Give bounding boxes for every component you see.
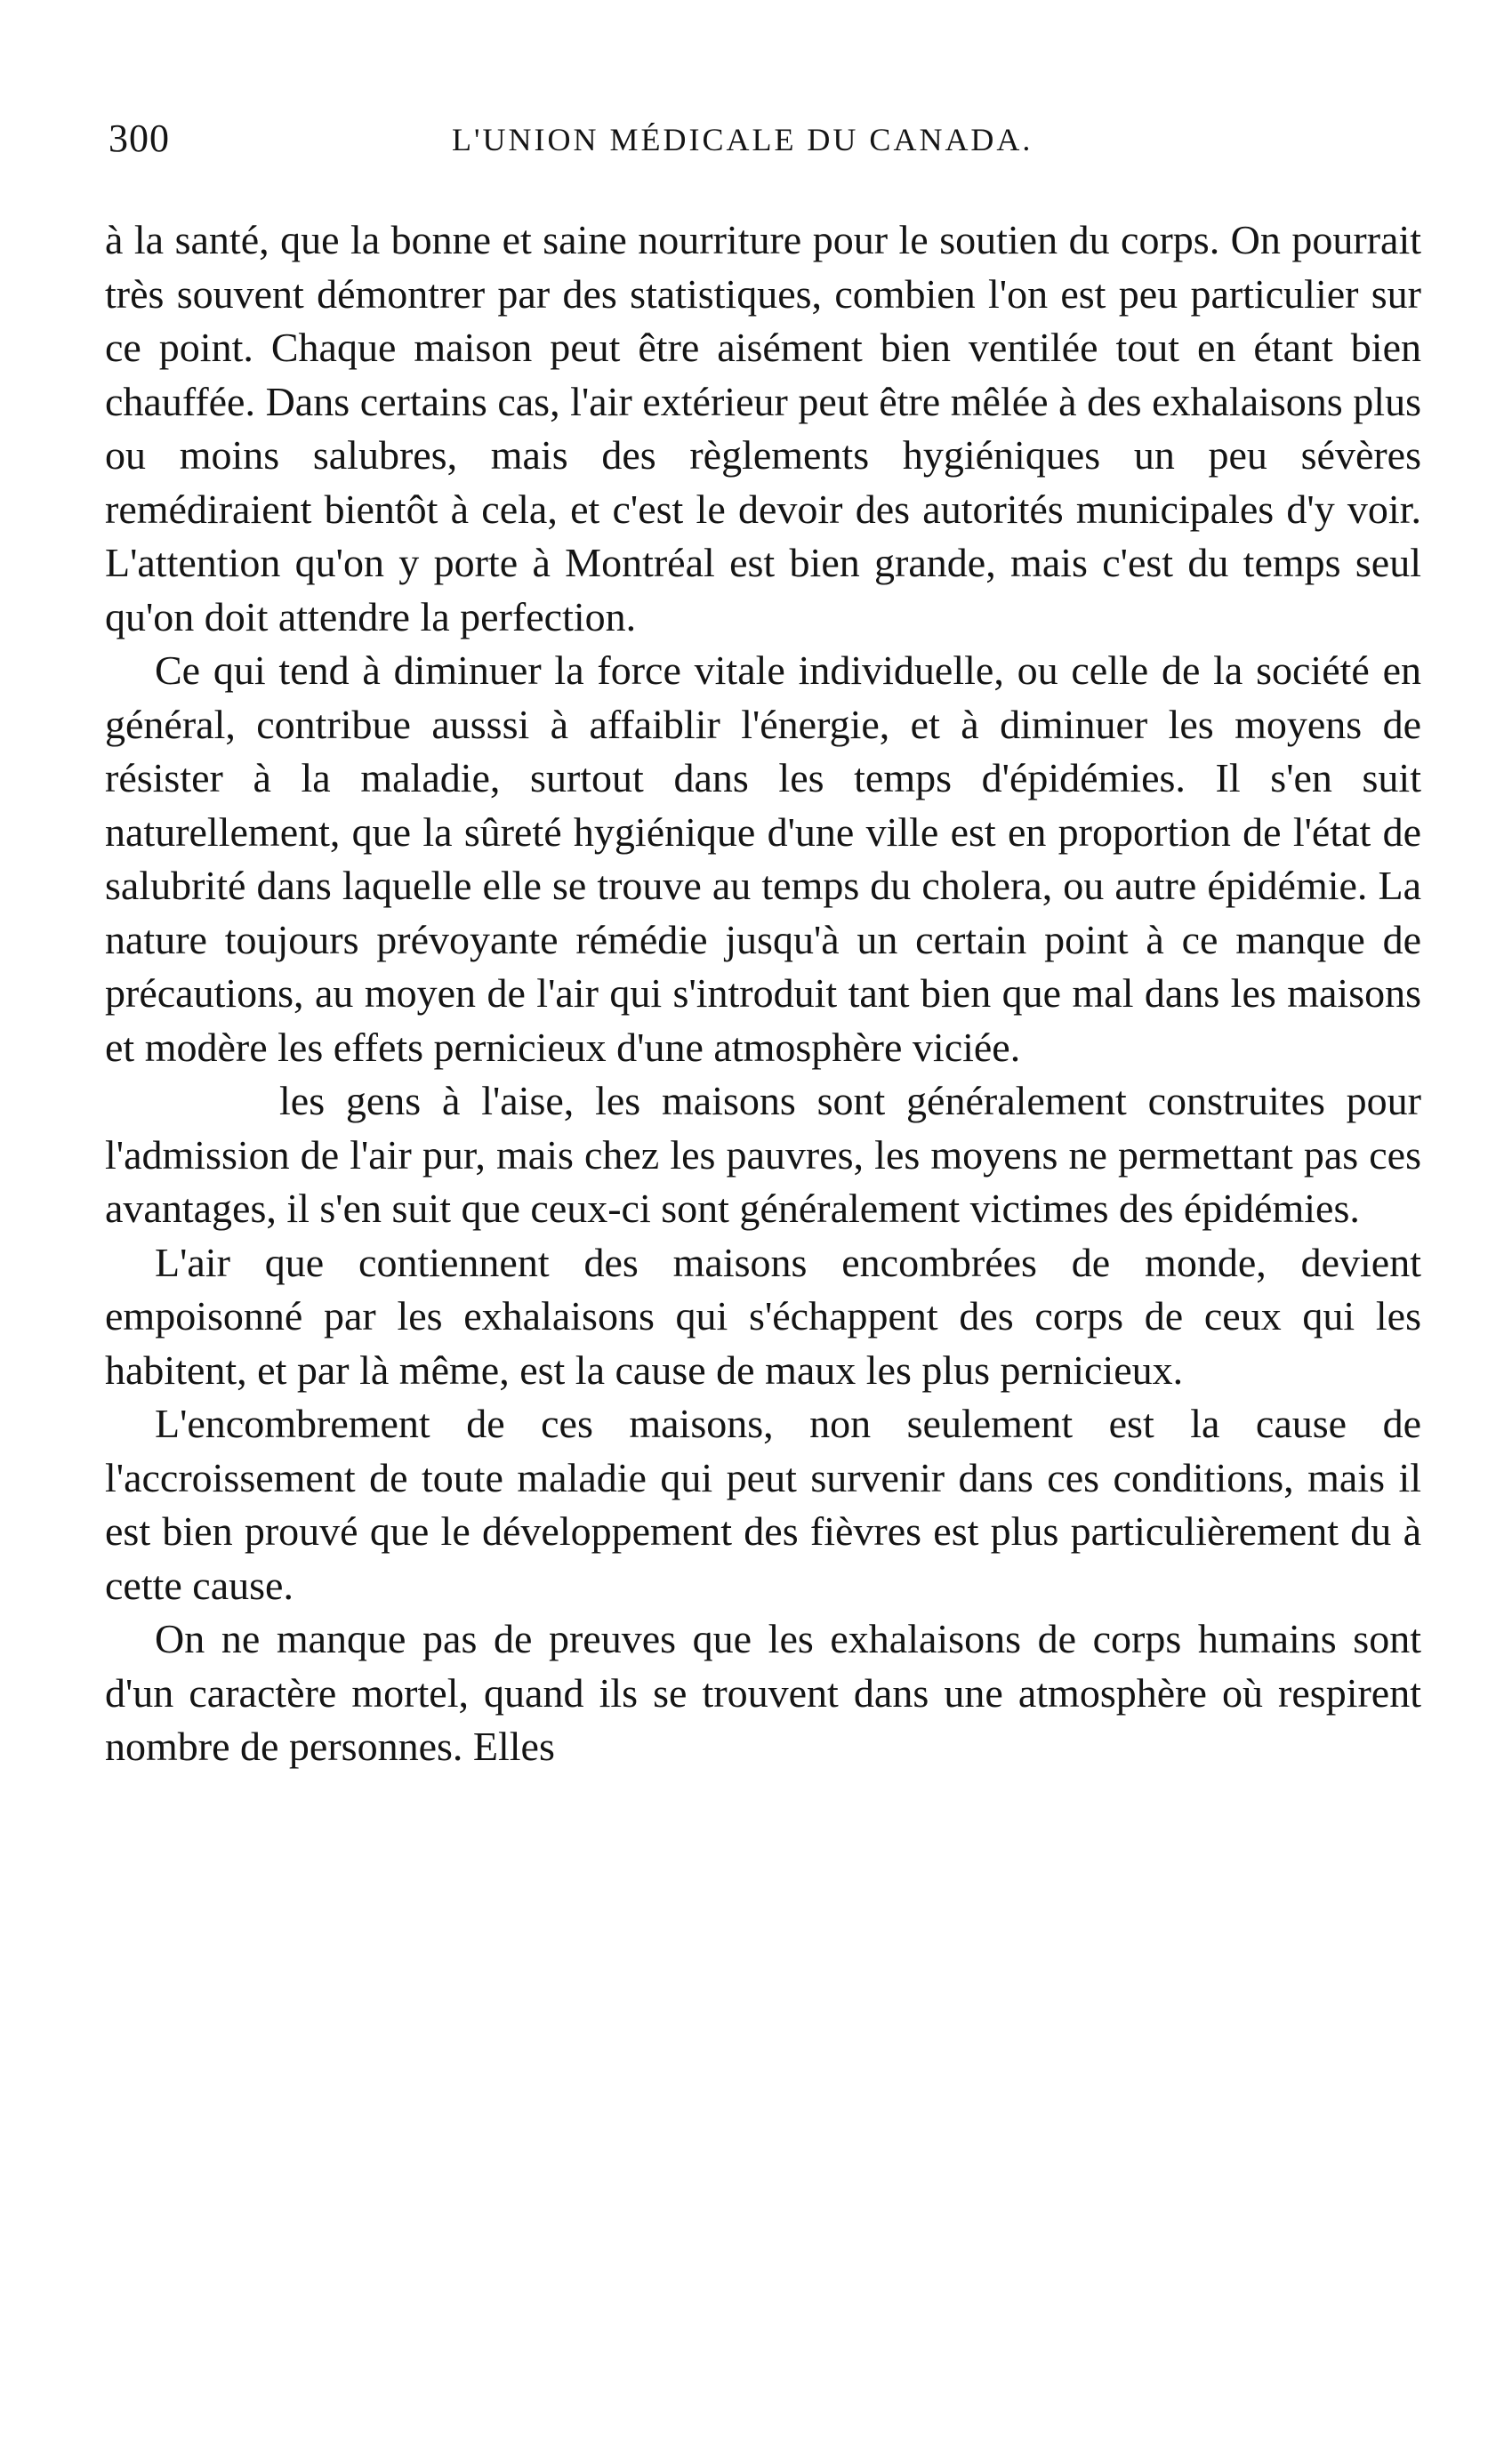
paragraph-1: à la santé, que la bonne et saine nourriture pour le soutien du corps. On pourrait très souvent démontrer par des statistiques, combien l'on est peu particulier sur ce point. Chaque maison peut être aisément bien ventilée tout en étant bien chauffée. Dans certains cas, l'air extérieur peut être mêlée à des exhalaisons plus ou moins salubres, mais des règlements hygiéniques un peu sévères remédiraient bientôt à cela, et c'est le devoir des autorités municipales d'y voir. L'attention qu'on y porte à Montréal est bien grande, mais c'est du temps seul qu'on doit attendre la perfection. — [105, 217, 1421, 639]
body-text — [105, 213, 1421, 1774]
running-header — [105, 98, 1421, 178]
paragraph-2: Ce qui tend à diminuer la force vitale individuelle, ou celle de la société en général, contribue ausssi à affaiblir l'énergie, et à diminuer les moyens de résister à la maladie, surtout dans les temps d'épidémies. Il s'en suit naturellement, que la sûreté hygiénique d'une ville est en proportion de l'état de salubrité dans laquelle elle se trouve au temps du cholera, ou autre épidémie. La nature toujours prévoyante rémédie jusqu'à un certain point à ce manque de précautions, au moyen de l'air qui s'introduit tant bien que mal dans les maisons et modère les effets pernicieux d'une atmosphère viciée. — [105, 647, 1421, 1070]
page-number: 300 — [109, 117, 170, 160]
document-page — [105, 98, 1421, 1774]
paragraph-6: On ne manque pas de preuves que les exhalaisons de corps humains sont d'un caractère mortel, quand ils se trouvent dans une atmosphère où respirent nombre de personnes. Elles — [105, 1616, 1421, 1769]
paragraph-3: les gens à l'aise, les maisons sont généralement construites pour l'admission de l'air pur, mais chez les pauvres, les moyens ne permettant pas ces avantages, il s'en suit que ceux-ci sont généralement victimes des épidémies. — [105, 1078, 1421, 1231]
paragraph-5: L'encombrement de ces maisons, non seulement est la cause de l'accroissement de toute maladie qui peut survenir dans ces conditions, mais il est bien prouvé que le développement des fièvres est plus particulièrement du à cette cause. — [105, 1401, 1421, 1608]
paragraph-4: L'air que contiennent des maisons encombrées de monde, devient empoisonné par les exhalaisons qui s'échappent des corps de ceux qui les habitent, et par là même, est la cause de maux les plus pernicieux. — [105, 1239, 1421, 1393]
journal-title: L'UNION MÉDICALE DU CANADA. — [452, 122, 1033, 157]
